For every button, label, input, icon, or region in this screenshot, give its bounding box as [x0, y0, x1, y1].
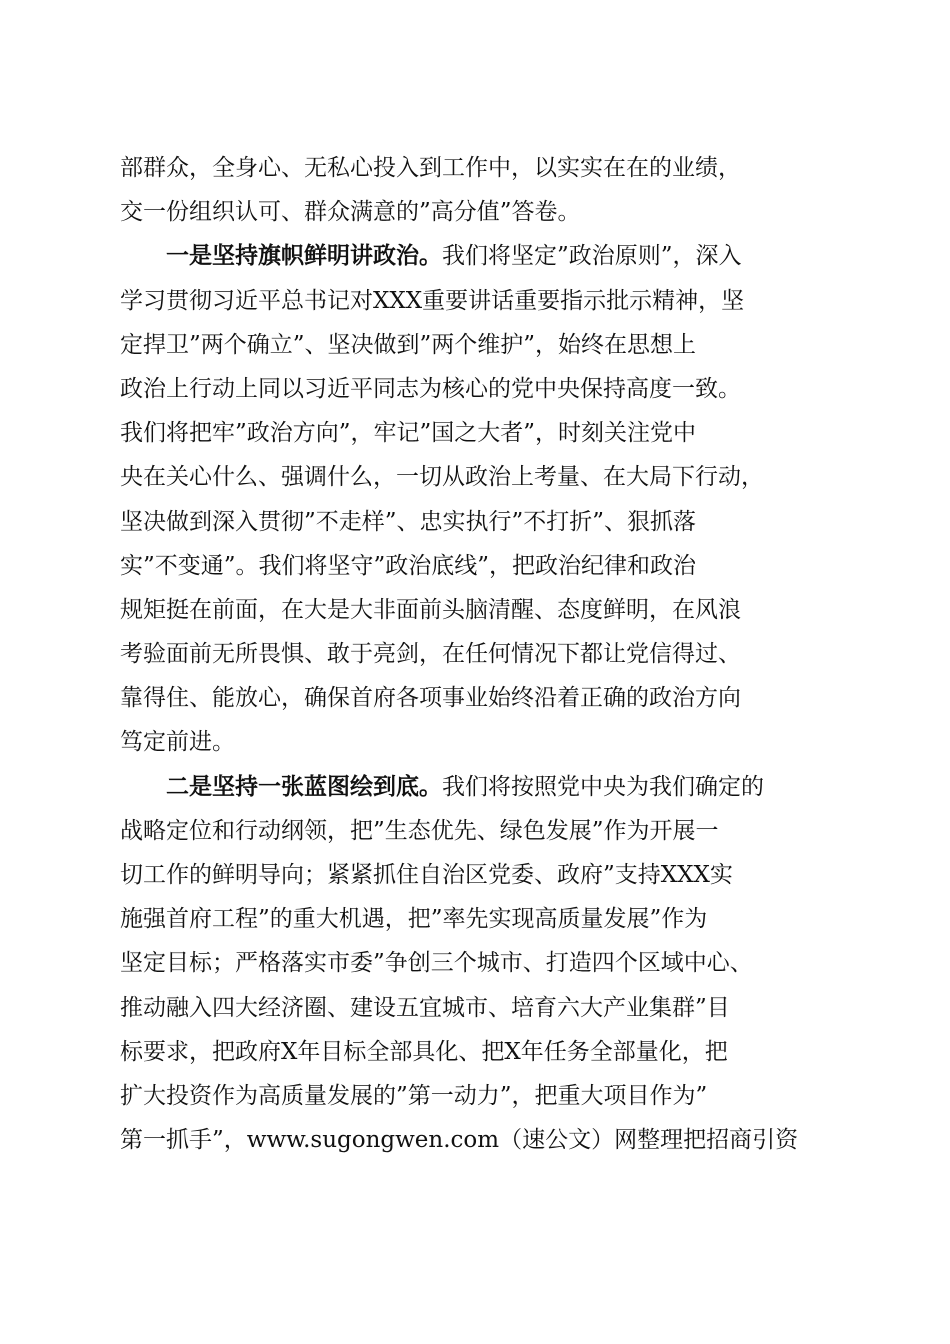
text-line-13 [120, 676, 830, 720]
text-line-15 [120, 765, 830, 809]
line-text: 切工作的鲜明导向；紧紧抓住自治区党委、政府”支持XXX实 [120, 862, 733, 888]
line-text: 考验面前无所畏惧、敢于亮剑，在任何情况下都让党信得过、 [120, 641, 741, 668]
text-line-10 [120, 544, 830, 588]
line-text: 施强首府工程”的重大机遇，把”率先实现高质量发展”作为 [120, 906, 708, 933]
line-text: 交一份组织认可、群众满意的”高分值”答卷。 [120, 199, 581, 226]
line-text: 政治上行动上同以习近平同志为核心的党中央保持高度一致。 [120, 375, 741, 402]
line-text: 我们将按照党中央为我们确定的 [442, 773, 764, 800]
line-text: 扩大投资作为高质量发展的”第一动力”，把重大项目作为” [120, 1082, 708, 1109]
text-line-3 [120, 234, 830, 278]
text-line-5 [120, 323, 830, 367]
line-text: 规矩挺在前面，在大是大非面前头脑清醒、态度鲜明，在风浪 [120, 596, 741, 623]
text-line-21 [120, 1030, 830, 1074]
line-text: 部群众，全身心、无私心投入到工作中，以实实在在的业绩， [120, 155, 741, 181]
body-text [120, 146, 830, 1162]
line-text: 坚决做到深入贯彻”不走样”、忠实执行”不打折”、狠抓落 [120, 508, 697, 535]
text-line-4 [120, 279, 830, 323]
text-line-1 [120, 146, 830, 190]
line-text: 笃定前进。 [120, 729, 235, 756]
line-text: 定捍卫”两个确立”、坚决做到”两个维护”，始终在思想上 [120, 331, 697, 358]
text-line-14 [120, 720, 830, 764]
line-text: 战略定位和行动纲领，把”生态优先、绿色发展”作为开展一 [120, 817, 719, 844]
line-text: 实”不变通”。我们将坚守”政治底线”，把政治纪律和政治 [120, 552, 697, 579]
paragraph-heading-2: 二是坚持一张蓝图绘到底。 [166, 772, 442, 800]
line-text: 我们将坚定”政治原则”，深入 [442, 243, 742, 270]
line-text: 靠得住、能放心，确保首府各项事业始终沿着正确的政治方向 [120, 685, 741, 712]
line-text: 学习贯彻习近平总书记对XXX重要讲话重要指示批示精神，坚 [120, 287, 745, 314]
text-line-23 [120, 1118, 830, 1162]
text-line-16 [120, 809, 830, 853]
text-line-19 [120, 941, 830, 985]
line-text: 我们将把牢”政治方向”，牢记”国之大者”，时刻关注党中 [120, 420, 697, 447]
text-line-11 [120, 588, 830, 632]
line-text: 坚定目标；严格落实市委”争创三个城市、打造四个区域中心、 [120, 950, 753, 977]
line-text: 央在关心什么、强调什么，一切从政治上考量、在大局下行动， [120, 464, 764, 491]
text-line-12 [120, 632, 830, 676]
paragraph-heading-1: 一是坚持旗帜鲜明讲政治。 [166, 242, 442, 270]
text-line-20 [120, 986, 830, 1030]
text-line-2 [120, 190, 830, 234]
line-text: 标要求，把政府X年目标全部具化、把X年任务全部量化，把 [120, 1038, 728, 1065]
text-line-7 [120, 411, 830, 455]
text-line-22 [120, 1074, 830, 1118]
text-line-8 [120, 455, 830, 499]
line-text: 推动融入四大经济圈、建设五宜城市、培育六大产业集群”目 [120, 994, 730, 1021]
text-line-9 [120, 500, 830, 544]
text-line-17 [120, 853, 830, 897]
text-line-18 [120, 897, 830, 941]
text-line-6 [120, 367, 830, 411]
line-text: 第一抓手”，www.sugongwen.com（速公文）网整理把招商引资 [120, 1127, 799, 1154]
